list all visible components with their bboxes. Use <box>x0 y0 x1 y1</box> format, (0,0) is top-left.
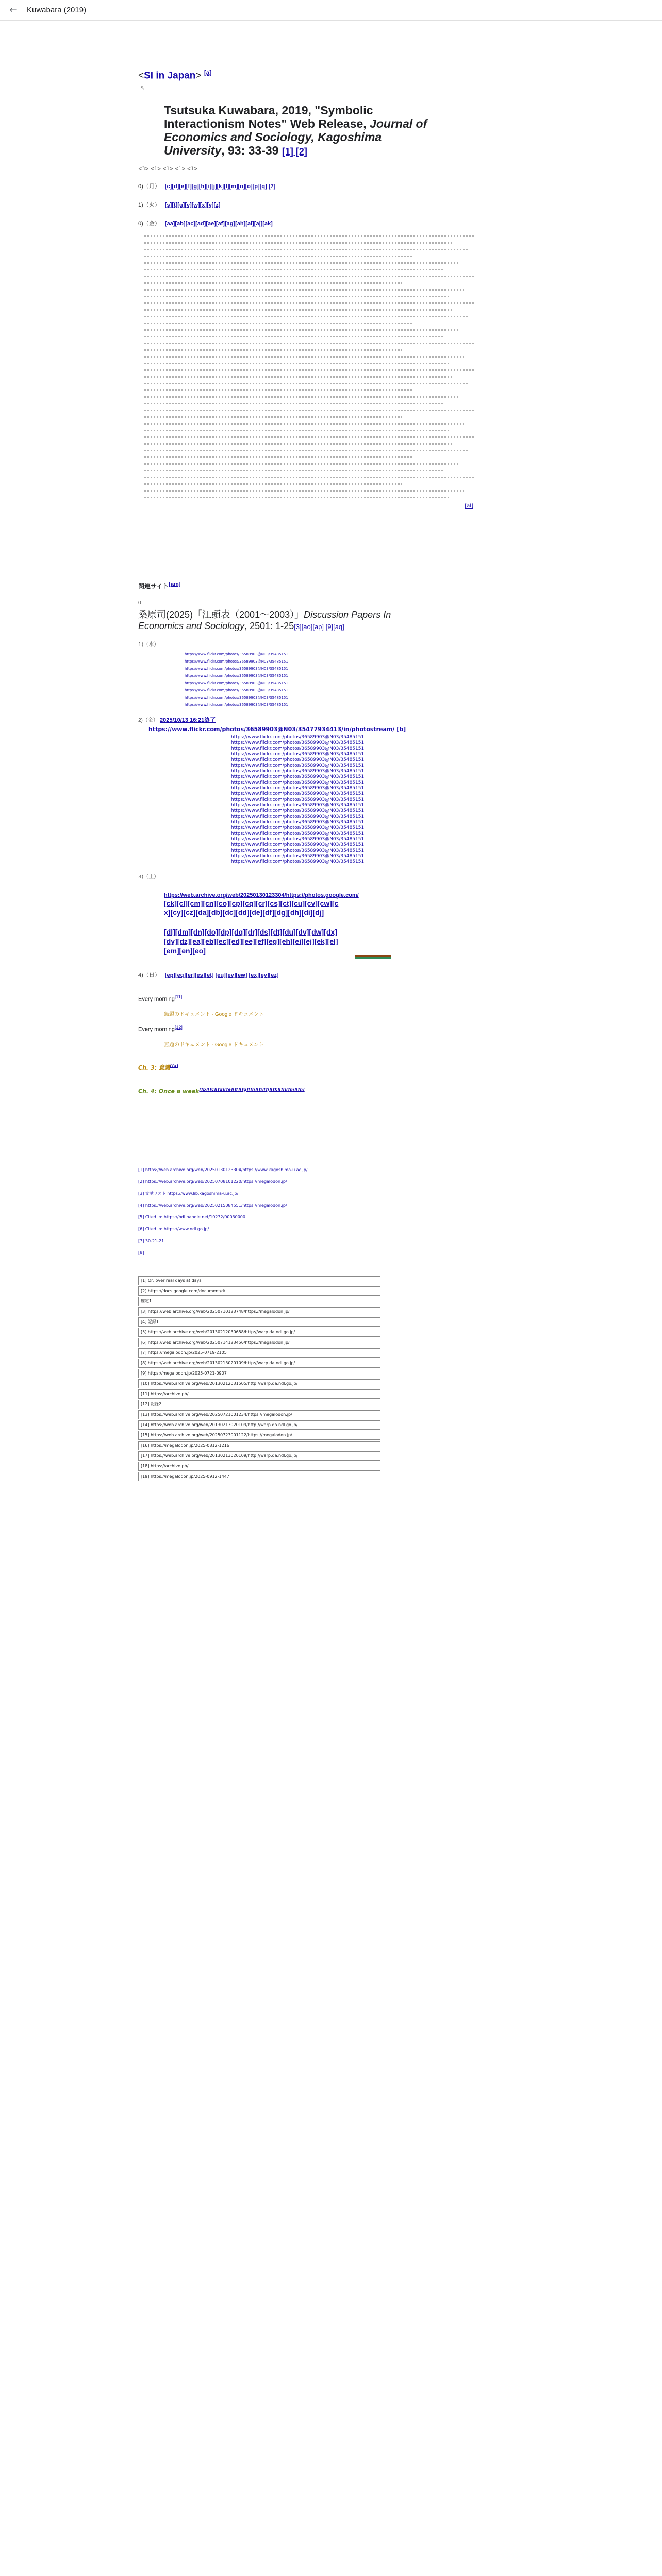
list-item[interactable]: https://www.flickr.com/photos/36589903@N03/35485151 <box>185 696 288 700</box>
body-text-line <box>144 316 469 317</box>
related-ref[interactable]: [am] <box>169 581 181 588</box>
flickr-list <box>231 735 654 865</box>
page-title: Kuwabara (2019) <box>27 6 87 14</box>
document-body: <SI in Japan> [a] ↖ Tsutsuka Kuwabara, 2019, "Symbolic Interactionism Notes" Web Release, Journal of Economics and Sociology, Kagoshima University, 93: 33-39 [1] [2] <3> <1> <1> <1> <1> 0)（月） [c][d][e][f][g][h][i][j][k][l][m][n][o][p][q] [7] 1)（火） [s][t][u][v][w][x][y][z] 0)（金） [aa][ab][ac][ad][ae][af][ag][ah][ai][aj][ak] [al] 関連サイト[am] 0 桑原司(2025)「江頭表（2001〜2003）」Discussion Papers In Economics and Sociology, 2501: 1-25[3][ao][ap] [9][aq] 1)（水） https://www.flickr.com/photos/36589903@N03/35485151 https://www.flickr.com/photos/36589903@N03/35485151 https://www.flickr.com/photos/36589903@N03/35485151 https://www.flickr.com/photos/36589903@N03/35485151 https://www.flickr.com/photos/36589903@N03/35485151 https://www.flickr.com/photos/36589903@N03/35485151 https://www.flickr.com/photos/36589903@N03/35485151 https://www.flickr.com/photos/36589903@N03/35485151 2)（金） 2025/10/13 16:21終了 https://www.flickr.com/photos/36589903@N03/35477934413/in/photostream/ [b] https://www.flickr.com/photos/36589903@N03/35485151 https://www.flickr.com/photos/36589903@N03/35485151 https://www.flickr.com/photos/36589903@N03/35485151 https://www.flickr.com/photos/36589903@N03/35485151 https://www.flickr.com/photos/36589903@N03/35485151 https://www.flickr.com/photos/36589903@N03/35485151 https://www.flickr.com/photos/36589903@N03/35485151 https://www.flickr.com/photos/36589903@N03/35485151 https://www.flickr.com/photos/36589903@N03/35485151 https://www.flickr.com/photos/36589903@N03/35485151 https://www.flickr.com/photos/36589903@N03/35485151 https://www.flickr.com/photos/36589903@N03/35485151 https://www.flickr.com/photos/36589903@N03/35485151 https://www.flickr.com/photos/36589903@N03/35485151 https://www.flickr.com/photos/36589903@N03/35485151 https://www.flickr.com/photos/36589903@N03/35485151 https://www.flickr.com/photos/36589903@N03/35485151 https://www.flickr.com/photos/36589903@N03/35485151 https://www.flickr.com/photos/36589903@N03/35485151 https://www.flickr.com/photos/36589903@N03/35485151 https://www.flickr.com/photos/36589903@N03/35485151 https://www.flickr.com/photos/36589903@N03/35485151 https://www.flickr.com/photos/36589903@N03/35485151 3)（土） https://web.archive.org/web/20250130123304/https://photos.google.com/ [ck][cl][cm][cn][co][cp][cq][cr][cs][ct][cu][cv][cw][cx][cy][cz][da][db][dc][dd][de][df][dg][dh][di][dj] [dl][dm][dn][do][dp][dq][dr][ds][dt][du][dv][dw][dx][dy][dz][ea][eb][ec][ed][ee][ef][eg][eh][ei][ej][ek][el][em][en][eo] 4)（日） [ep][eq][er][es][et] [eu][ev][ew] [ex][ey][ez] Every morning[11] 無題のドキュメント - Google ドキュメント Every morning[12] 無題のドキュメント - Google ドキュメント Ch. 3: 意識[fa] Ch. 4: Once a week[fb][fc][fd][fe][ff][fg][fh][fi][fj][fk][fl][fm][fn] [1] https://web.archive.org/web/20250130123304/https://www.kagoshima-u.ac.jp/ [2] https://web.archive.org/web/20250708101220/https://megalodon.jp/ [3] 文献リスト https://www.lib.kagoshima-u.ac.jp/ [4] https://web.archive.org/web/20250215084551/https://megalodon.jp/ [5] Cited in: https://hdl.handle.net/10232/00030000 [6] Cited in: https://www.ndl.go.jp/ [7] 30-21-21 [8] [1] Or, over real days at days [2] https://docs.google.com/document/d/ 確定1 [3] https://web.archive.org/web/20250710123748/https://megalodon.jp/ [4] 記録1 [5] https://web.archive.org/web/20130212030658/http://warp.da.ndl.go.jp/ [6] https://web.archive.org/web/20250714123456/https://megalodon.jp/ [7] https://megalodon.jp/2025-0719-2105 [8] https://web.archive.org/web/20130213020109/http://warp.da.ndl.go.jp/ [9] https://megalodon.jp/2025-0721-0907 [10] https://web.archive.org/web/20130212031505/http://warp.da.ndl.go.jp/ [11] https://archive.ph/ [12] 記録2 [13] https://web.archive.org/web/20250721001234/https://megalodon.jp/ [14] https://web.archive.org/web/20130213020109/http://warp.da.ndl.go.jp/ [15] https://web.archive.org/web/20250723001122/https://megalodon.jp/ [16] https://megalodon.jp/2025-0812-1216 [17] https://web.archive.org/web/20130213020109/http://warp.da.ndl.go.jp/ [18] https://archive.ph/ [19] https://megalodon.jp/2025-0912-1447 <box>138 69 654 1481</box>
section-ref-0[interactable]: [7] <box>268 183 276 190</box>
body-text-line <box>144 403 443 404</box>
flickr-item[interactable]: https://www.flickr.com/photos/36589903@N03/35485151 <box>231 859 365 865</box>
flickr-item[interactable]: https://www.flickr.com/photos/36589903@N03/35485151 <box>231 797 365 803</box>
flickr-item[interactable]: https://www.flickr.com/photos/36589903@N03/35485151 <box>231 854 365 859</box>
body-text-line <box>144 456 412 458</box>
archive-link-3[interactable]: [dl][dm][dn][do][dp][dq][dr][ds][dt][du][dv][dw][dx][dy][dz][ea][eb][ec][ed][ee][ef][eg][eh][ei][ej][ek][el][em][en][eo] <box>164 928 338 955</box>
breadcrumb-ref[interactable]: [a] <box>204 69 212 76</box>
flickr-item[interactable]: https://www.flickr.com/photos/36589903@N03/35485151 <box>231 780 365 786</box>
list-item[interactable]: https://www.flickr.com/photos/36589903@N03/35485151 <box>185 674 288 679</box>
flickr-item[interactable]: https://www.flickr.com/photos/36589903@N03/35485151 <box>231 814 365 820</box>
body-text-line <box>144 416 402 418</box>
table-row[interactable]: [1] Or, over real days at days <box>138 1276 380 1285</box>
footnote[interactable]: [3] 文献リスト https://www.lib.kagoshima-u.ac.jp/ <box>138 1191 239 1196</box>
body-text-line <box>144 302 474 304</box>
body-text-line <box>144 309 454 311</box>
table-row[interactable]: [19] https://megalodon.jp/2025-0912-1447 <box>138 1472 380 1481</box>
body-text-line <box>144 436 474 438</box>
body-text-line <box>144 430 449 431</box>
table-row[interactable]: [7] https://megalodon.jp/2025-0719-2105 <box>138 1348 380 1358</box>
body-text-line <box>144 497 449 498</box>
body-text-line <box>144 477 474 478</box>
section-row-0: 0)（月） [c][d][e][f][g][h][i][j][k][l][m][n][o][p][q] [7] <box>138 183 276 190</box>
day4-link-1[interactable]: [ep][eq][er][es][et] <box>164 972 214 979</box>
table-row[interactable]: [10] https://web.archive.org/web/20130212031505/http://warp.da.ndl.go.jp/ <box>138 1379 380 1388</box>
related-paper-refs[interactable]: [3][ao][ap] [9][aq] <box>294 623 344 631</box>
body-text-line <box>144 349 402 351</box>
day-row-4: 4)（日） [ep][eq][er][es][et] [eu][ev][ew] [ex][ey][ez] <box>138 972 279 979</box>
flickr-item[interactable]: https://www.flickr.com/photos/36589903@N03/35485151 <box>231 774 365 780</box>
table-row[interactable]: [14] https://web.archive.org/web/20130213020109/http://warp.da.ndl.go.jp/ <box>138 1420 380 1430</box>
day4-link-2[interactable]: [eu][ev][ew] <box>215 972 247 979</box>
flickr-item[interactable]: https://www.flickr.com/photos/36589903@N03/35485151 <box>231 752 365 757</box>
list-item[interactable]: https://www.flickr.com/photos/36589903@N03/35485151 <box>185 667 288 671</box>
flickr-item[interactable]: https://www.flickr.com/photos/36589903@N03/35485151 <box>231 825 365 831</box>
footnote[interactable]: [2] https://web.archive.org/web/20250708101220/https://megalodon.jp/ <box>138 1179 287 1184</box>
bar-green <box>355 957 391 959</box>
table-row[interactable]: [9] https://megalodon.jp/2025-0721-0907 <box>138 1369 380 1378</box>
body-text-line <box>144 423 464 425</box>
flickr-item[interactable]: https://www.flickr.com/photos/36589903@N03/35485151 <box>231 791 365 797</box>
section-links-0[interactable]: [c][d][e][f][g][h][i][j][k][l][m][n][o][p][q] <box>164 183 267 190</box>
list-item[interactable]: https://www.flickr.com/photos/36589903@N03/35485151 <box>185 652 288 657</box>
body-text-line <box>144 463 459 465</box>
gdoc-link-2[interactable]: 無題のドキュメント - Google ドキュメント <box>164 1042 264 1048</box>
title-refs[interactable]: [1] [2] <box>282 146 307 157</box>
footnote[interactable]: [7] 30-21-21 <box>138 1239 164 1244</box>
flickr-item[interactable]: https://www.flickr.com/photos/36589903@N03/35485151 <box>231 769 365 774</box>
body-text-line <box>144 282 402 284</box>
flickr-item[interactable]: https://www.flickr.com/photos/36589903@N03/35485151 <box>231 735 365 740</box>
body-text-line <box>144 450 469 451</box>
flickr-item[interactable]: https://www.flickr.com/photos/36589903@N03/35485151 <box>231 808 365 814</box>
list-item[interactable]: https://www.flickr.com/photos/36589903@N03/35485151 <box>185 703 288 707</box>
article-title: Tsutsuka Kuwabara, 2019, "Symbolic Interactionism Notes" Web Release, Journal of Economics and Sociology, Kagoshima University, 93: 33-39 [1] [2] <box>164 104 427 158</box>
sub-navigation[interactable]: <3> <1> <1> <1> <1> <box>138 166 198 172</box>
arrow-left-icon[interactable]: ← <box>9 5 18 15</box>
body-text-line <box>144 443 454 445</box>
flickr-item[interactable]: https://www.flickr.com/photos/36589903@N03/35485151 <box>231 837 365 842</box>
day-label-3: 3)（土） <box>138 874 159 880</box>
table-row[interactable]: [4] 記録1 <box>138 1317 380 1327</box>
related-paper: 0 桑原司(2025)「江頭表（2001〜2003）」Discussion Papers In Economics and Sociology, 2501: 1-25[3][ao][ap] [9][aq] <box>138 600 391 632</box>
related-sites-heading: 関連サイト[am] <box>138 581 181 590</box>
every-morning-1: Every morning[11] 無題のドキュメント - Google ドキュメント <box>138 994 654 1018</box>
table-row[interactable]: [18] https://archive.ph/ <box>138 1462 380 1471</box>
footnote[interactable]: [6] Cited in: https://www.ndl.go.jp/ <box>138 1227 209 1232</box>
body-text-line <box>144 289 464 291</box>
table-row[interactable]: [8] https://web.archive.org/web/20130213020109/http://warp.da.ndl.go.jp/ <box>138 1359 380 1368</box>
list-item[interactable]: https://www.flickr.com/photos/36589903@N03/35485151 <box>185 681 288 686</box>
table-row[interactable]: [12] 記録2 <box>138 1400 380 1409</box>
table-row[interactable]: 確定1 <box>138 1297 380 1306</box>
table-row[interactable]: [16] https://megalodon.jp/2025-0812-1216 <box>138 1441 380 1450</box>
table-row[interactable]: [17] https://web.archive.org/web/20130213020109/http://warp.da.ndl.go.jp/ <box>138 1451 380 1461</box>
body-text-line <box>144 249 469 250</box>
body-text-line <box>144 376 454 378</box>
flickr-item[interactable]: https://www.flickr.com/photos/36589903@N03/35485151 <box>231 831 365 837</box>
day4-link-3[interactable]: [ex][ey][ez] <box>249 972 279 979</box>
body-text-block <box>144 235 474 498</box>
footnote[interactable]: [4] https://web.archive.org/web/20250215084551/https://megalodon.jp/ <box>138 1203 287 1208</box>
table-row[interactable]: [3] https://web.archive.org/web/20250710123748/https://megalodon.jp/ <box>138 1307 380 1316</box>
body-text-line <box>144 470 443 471</box>
dated-heading: 2)（金） 2025/10/13 16:21終了 <box>138 717 216 724</box>
breadcrumb-link[interactable]: SI in Japan <box>144 70 196 81</box>
table-row[interactable]: [2] https://docs.google.com/document/d/ <box>138 1286 380 1296</box>
section-links-1[interactable]: [s][t][u][v][w][x][y][z] <box>164 202 221 209</box>
body-text-line <box>144 276 474 277</box>
flickr-item[interactable]: https://www.flickr.com/photos/36589903@N03/35485151 <box>231 786 365 791</box>
footnote[interactable]: [1] https://web.archive.org/web/20250130123304/https://www.kagoshima-u.ac.jp/ <box>138 1167 308 1173</box>
body-text-line <box>144 389 412 391</box>
body-text-line <box>144 336 443 337</box>
body-text-line <box>144 262 459 264</box>
body-text-line <box>144 356 464 358</box>
table-row[interactable]: [11] https://archive.ph/ <box>138 1389 380 1399</box>
flickr-item[interactable]: https://www.flickr.com/photos/36589903@N03/35485151 <box>231 763 365 769</box>
body-text-line <box>144 256 412 257</box>
flickr-item[interactable]: https://www.flickr.com/photos/36589903@N03/35485151 <box>231 848 365 854</box>
archive-link-2[interactable]: [ck][cl][cm][cn][co][cp][cq][cr][cs][ct][cu][cv][cw][cx][cy][cz][da][db][dc][dd][de][df][dg][dh][di][dj] <box>164 899 339 917</box>
section-links-2[interactable]: [aa][ab][ac][ad][ae][af][ag][ah][ai][aj][ak] <box>164 221 273 227</box>
body-end-ref[interactable]: [al] <box>465 503 473 510</box>
body-text-line <box>144 329 459 331</box>
footnote[interactable]: [5] Cited in: https://hdl.handle.net/10232/00030000 <box>138 1215 245 1220</box>
body-text-line <box>144 396 459 398</box>
chapter-4: Ch. 4: Once a week[fb][fc][fd][fe][ff][fg][fh][fi][fj][fk][fl][fm][fn] <box>138 1087 305 1095</box>
body-text-line <box>144 242 454 244</box>
footnote[interactable]: [8] <box>138 1250 144 1256</box>
footnotes <box>138 1167 530 1256</box>
chapter-3: Ch. 3: 意識[fa] <box>138 1063 178 1071</box>
arrow-up-left-icon: ↖ <box>140 84 145 92</box>
table-row[interactable]: [15] https://web.archive.org/web/20250723001122/https://megalodon.jp/ <box>138 1431 380 1440</box>
table-row[interactable]: [5] https://web.archive.org/web/20130212030658/http://warp.da.ndl.go.jp/ <box>138 1328 380 1337</box>
body-text-line <box>144 296 449 297</box>
body-text-line <box>144 363 449 364</box>
archive-link-1[interactable]: https://web.archive.org/web/20250130123304/https://photos.google.com/ <box>164 892 359 899</box>
link-list-1 <box>185 652 370 707</box>
body-text-line <box>144 269 443 270</box>
section-row-1: 1)（火） [s][t][u][v][w][x][y][z] <box>138 202 221 209</box>
body-text-line <box>144 369 474 371</box>
day-label-1: 1)（水） <box>138 642 159 648</box>
body-text-line <box>144 483 402 485</box>
flickr-item[interactable]: https://www.flickr.com/photos/36589903@N03/35485151 <box>231 820 365 825</box>
body-text-line <box>144 323 412 324</box>
app-bar <box>0 0 662 21</box>
table-row[interactable]: [13] https://web.archive.org/web/20250721001234/https://megalodon.jp/ <box>138 1410 380 1419</box>
breadcrumb: <SI in Japan> [a] <box>138 69 212 81</box>
archive-table <box>138 1276 380 1481</box>
flickr-item[interactable]: https://www.flickr.com/photos/36589903@N03/35485151 <box>231 746 365 752</box>
section-row-2: 0)（金） [aa][ab][ac][ad][ae][af][ag][ah][ai][aj][ak] <box>138 221 273 227</box>
list-item[interactable]: https://www.flickr.com/photos/36589903@N03/35485151 <box>185 659 288 664</box>
flickr-main-link[interactable]: https://www.flickr.com/photos/36589903@N03/35477934413/in/photostream/ <box>148 726 395 733</box>
flickr-item[interactable]: https://www.flickr.com/photos/36589903@N03/35485151 <box>231 757 365 763</box>
flickr-item[interactable]: https://www.flickr.com/photos/36589903@N03/35485151 <box>231 803 365 808</box>
table-row[interactable]: [6] https://web.archive.org/web/20250714123456/https://megalodon.jp/ <box>138 1338 380 1347</box>
flickr-item[interactable]: https://www.flickr.com/photos/36589903@N03/35485151 <box>231 740 365 746</box>
body-text-line <box>144 343 474 344</box>
body-text-line <box>144 383 469 384</box>
dated-link[interactable]: 2025/10/13 16:21終了 <box>159 717 216 724</box>
every-morning-2: Every morning[12] 無題のドキュメント - Google ドキュメント <box>138 1025 654 1048</box>
body-text-line <box>144 235 474 237</box>
body-text-line <box>144 490 464 492</box>
gdoc-link-1[interactable]: 無題のドキュメント - Google ドキュメント <box>164 1011 264 1018</box>
body-text-line <box>144 410 474 411</box>
flickr-item[interactable]: https://www.flickr.com/photos/36589903@N03/35485151 <box>231 842 365 848</box>
archive-links <box>164 892 654 960</box>
color-bars <box>164 955 411 960</box>
list-item[interactable]: https://www.flickr.com/photos/36589903@N03/35485151 <box>185 688 288 693</box>
